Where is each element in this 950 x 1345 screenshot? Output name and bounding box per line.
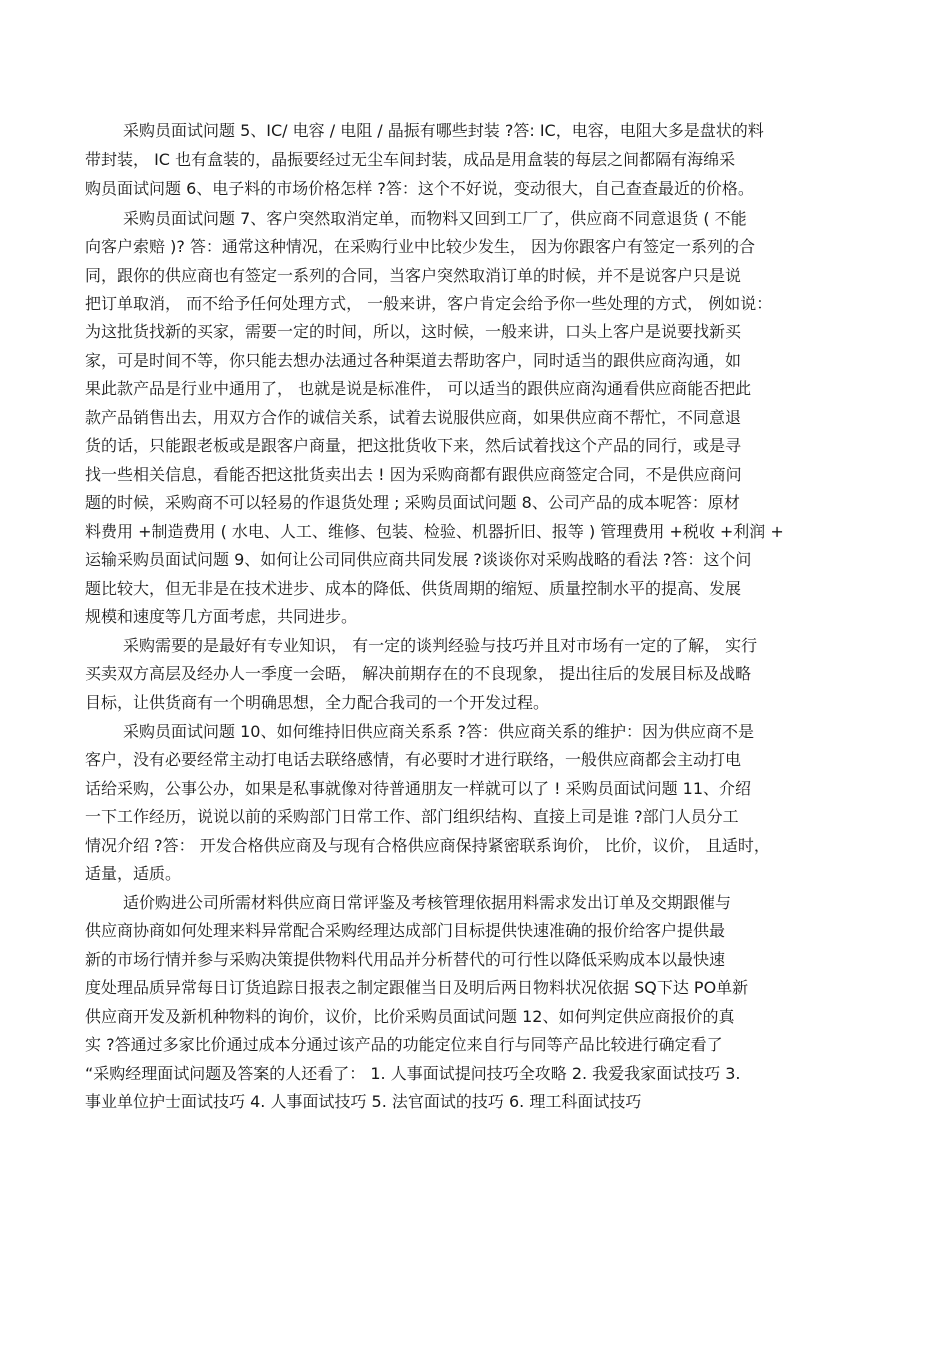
paragraph-line: 题比较大，但无非是在技术进步、成本的降低、供货周期的缩短、质量控制水平的提高、发展 bbox=[85, 579, 742, 598]
paragraph-line: 购员面试问题 6、电子料的市场价格怎样 ?答：这个不好说，变动很大，自己查查最近的价格。 bbox=[85, 179, 754, 198]
paragraph-line: 规模和速度等几方面考虑，共同进步。 bbox=[85, 607, 358, 626]
paragraph-line: 款产品销售出去，用双方合作的诚信关系，试着去说服供应商，如果供应商不帮忙，不同意退 bbox=[85, 408, 742, 427]
paragraph-line: 采购员面试问题 7、客户突然取消定单，而物料又回到工厂了，供应商不同意退货 ( 不能 bbox=[123, 209, 747, 228]
paragraph-line: 适量，适质。 bbox=[85, 864, 182, 883]
paragraph-line: 同，跟你的供应商也有签定一系列的合同，当客户突然取消订单的时候，并不是说客户只是说 bbox=[85, 266, 742, 285]
paragraph-line: 新的市场行情并参与采购决策提供物料代用品并分析替代的可行性以降低采购成本以最快速 bbox=[85, 950, 726, 969]
paragraph-line: 买卖双方高层及经办人一季度一会晤， 解决前期存在的不良现象， 提出往后的发展目标及战略 bbox=[85, 664, 752, 683]
paragraph-line: 适价购进公司所需材料供应商日常评鉴及考核管理依据用料需求发出订单及交期跟催与 bbox=[123, 893, 732, 912]
paragraph-line: “采购经理面试问题及答案的人还看了： 1. 人事面试提问技巧全攻略 2. 我爱我家面试技巧 3. bbox=[85, 1064, 741, 1083]
paragraph-line: 供应商协商如何处理来料异常配合采购经理达成部门目标提供快速准确的报价给客户提供最 bbox=[85, 921, 726, 940]
paragraph-line: 果此款产品是行业中通用了， 也就是说是标准件， 可以适当的跟供应商沟通看供应商能否把此 bbox=[85, 379, 752, 398]
paragraph-line: 货的话，只能跟老板或是跟客户商量，把这批货收下来，然后试着找这个产品的同行，或是寻 bbox=[85, 436, 742, 455]
paragraph-line: 事业单位护士面试技巧 4. 人事面试技巧 5. 法官面试的技巧 6. 理工科面试技巧 bbox=[85, 1092, 642, 1111]
paragraph-line: 客户，没有必要经常主动打电话去联络感情，有必要时才进行联络，一般供应商都会主动打电 bbox=[85, 750, 742, 769]
paragraph-line: 找一些相关信息，看能否把这批货卖出去 ! 因为采购商都有跟供应商签定合同，不是供应商问 bbox=[85, 465, 742, 484]
paragraph-line: 情况介绍 ?答： 开发合格供应商及与现有合格供应商保持紧密联系询价， 比价，议价， 且适时， bbox=[85, 836, 770, 855]
paragraph-line: 带封装， IC 也有盒装的，晶振要经过无尘车间封装，成品是用盒装的每层之间都隔有海绵采 bbox=[85, 150, 736, 169]
paragraph-line: 话给采购，公事公办，如果是私事就像对待普通朋友一样就可以了 ! 采购员面试问题 11、介绍 bbox=[85, 779, 752, 798]
paragraph-line: 家，可是时间不等，你只能去想办法通过各种渠道去帮助客户，同时适当的跟供应商沟通，如 bbox=[85, 351, 742, 370]
paragraph-line: 采购员面试问题 5、IC/ 电容 / 电阻 / 晶振有哪些封装 ?答: IC，电容，电阻大多是盘状的料 bbox=[123, 121, 764, 140]
paragraph-line: 料费用 +制造费用 ( 水电、人工、维修、包装、检验、机器折旧、报等 ) 管理费用 +税收 +利润 + bbox=[85, 522, 784, 541]
paragraph-line: 实 ?答通过多家比价通过成本分通过该产品的功能定位来自行与同等产品比较进行确定看了 bbox=[85, 1035, 723, 1054]
paragraph-line: 题的时候，采购商不可以轻易的作退货处理 ; 采购员面试问题 8、公司产品的成本呢答：原材 bbox=[85, 493, 740, 512]
paragraph-line: 供应商开发及新机种物料的询价，议价，比价采购员面试问题 12、如何判定供应商报价的真 bbox=[85, 1007, 735, 1026]
paragraph-line: 目标，让供货商有一个明确思想，全力配合我司的一个开发过程。 bbox=[85, 693, 550, 712]
paragraph-line: 采购员面试问题 10、如何维持旧供应商关系系 ?答：供应商关系的维护：因为供应商不是 bbox=[123, 722, 755, 741]
paragraph-line: 向客户索赔 )? 答：通常这种情况，在采购行业中比较少发生， 因为你跟客户有签定一系列的合 bbox=[85, 237, 755, 256]
paragraph-line: 采购需要的是最好有专业知识， 有一定的谈判经验与技巧并且对市场有一定的了解， 实行 bbox=[123, 636, 758, 655]
paragraph-line: 度处理品质异常每日订货追踪日报表之制定跟催当日及明后两日物料状况依据 SQ下达 PO单新 bbox=[85, 978, 749, 997]
paragraph-line: 一下工作经历，说说以前的采购部门日常工作、部门组织结构、直接上司是谁 ?部门人员分工 bbox=[85, 807, 739, 826]
paragraph-line: 为这批货找新的买家，需要一定的时间，所以，这时候，一般来讲，口头上客户是说要找新买 bbox=[85, 322, 742, 341]
paragraph-line: 运输采购员面试问题 9、如何让公司同供应商共同发展 ?谈谈你对采购战略的看法 ?答：这个问 bbox=[85, 550, 752, 569]
paragraph-line: 把订单取消， 而不给予任何处理方式， 一般来讲，客户肯定会给予你一些处理的方式， 例如说： bbox=[85, 294, 773, 313]
